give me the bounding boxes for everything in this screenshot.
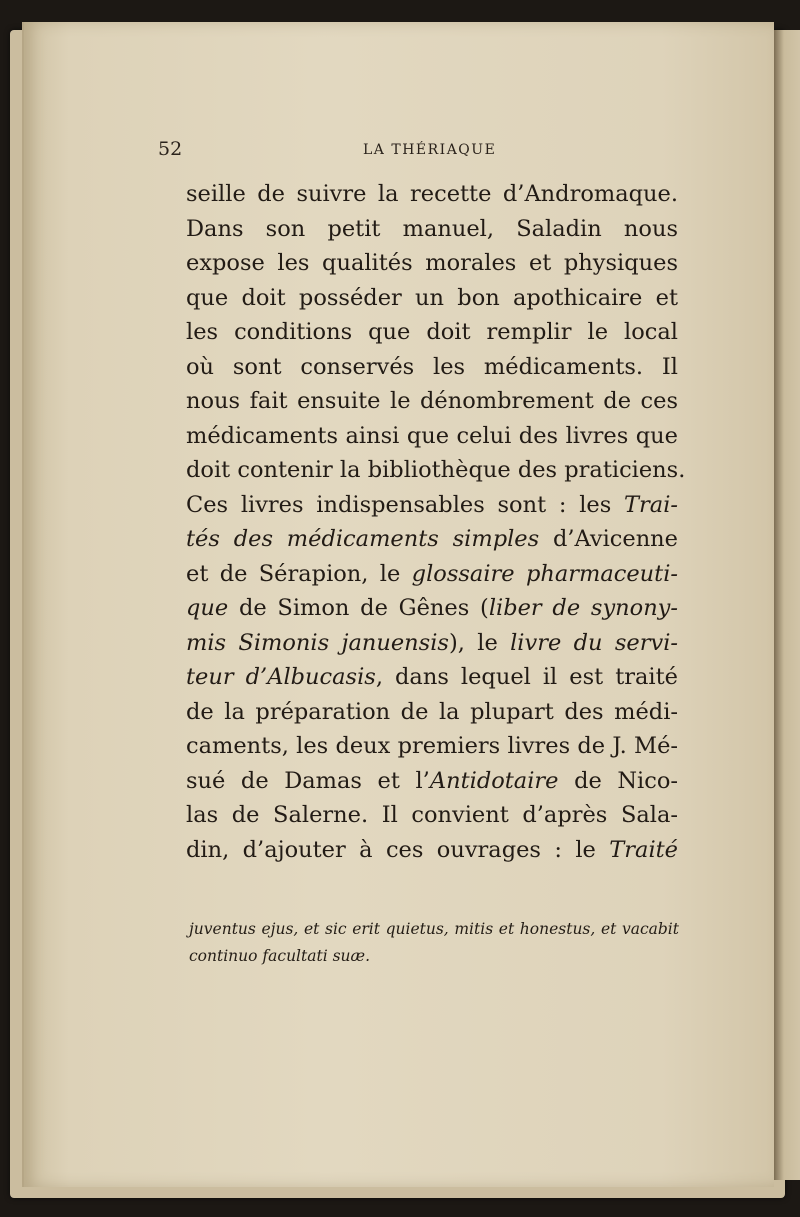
text-run: Ces livres indispensables sont : les [186,491,625,518]
text-run: que doit posséder un bon apothicaire et [186,284,678,311]
italic-run: glossaire pharmaceuti- [411,560,678,587]
italic-run: tés des médicaments simples [186,526,540,552]
footnote-line: continuo facultati suæ. [189,947,371,965]
text-run: nous fait ensuite le dénombrement de ces [186,388,678,414]
running-title: LA THÉRIAQUE [363,142,497,158]
text-line [186,729,678,764]
text-line [186,281,678,316]
text-run: sué de Damas et l’ [186,767,430,794]
text-run: doit contenir la bibliothèque des praticiens. [186,457,686,483]
text-line [186,557,678,592]
text-line [186,246,678,281]
facing-page-edge [772,30,800,1180]
italic-run: teur d’Albucasis [186,664,376,690]
text-line [186,522,678,557]
text-run: les conditions que doit remplir le local [186,319,678,345]
text-line [186,798,678,833]
text-line [186,764,678,799]
text-run: caments, les deux premiers livres de J. Mé- [186,733,678,759]
text-line [186,626,678,661]
text-run: de Nico- [558,767,679,794]
text-line [186,350,678,385]
text-line [186,591,678,626]
text-run: seille de suivre la recette d’Andromaque. [186,181,678,207]
text-run: las de Salerne. Il convient d’après Sala- [186,802,678,828]
text-line [186,660,678,695]
text-line [186,315,678,350]
italic-run: Trai- [624,491,678,518]
text-run: de Simon de Gênes ( [228,595,489,621]
text-line [186,419,678,454]
text-run: din, d’ajouter à ces ouvrages : le [186,836,610,863]
italic-run: Traité [609,836,678,863]
italic-run: Antidotaire [429,767,559,794]
page-number: 52 [158,138,183,160]
footnote-line: juventus ejus, et sic erit quietus, mitis et honestus, et vacabit [189,920,679,938]
body-text [186,177,686,867]
text-run: expose les qualités morales et physiques [186,250,678,276]
text-line [186,695,678,730]
text-run: de la préparation de la plupart des médi- [186,698,678,725]
text-run: Dans son petit manuel, Saladin nous [186,215,678,242]
text-run: où sont conservés les médicaments. Il [186,353,678,380]
italic-run: mis Simonis januensis [186,629,449,656]
text-line [186,488,678,523]
text-run: médicaments ainsi que celui des livres que [186,422,678,449]
page-header [158,124,678,160]
text-run: d’Avicenne [539,526,678,552]
text-line [186,212,678,247]
text-line [186,384,678,419]
text-line [186,833,678,868]
footnote [189,916,679,970]
italic-run: que [186,595,229,621]
text-run: ), le [448,629,511,656]
italic-run: liber de synony- [488,595,678,621]
text-line [186,453,686,488]
text-run: , dans lequel il est traité [375,664,678,690]
text-run: et de Sérapion, le [186,560,412,587]
text-line [186,177,678,212]
italic-run: livre du servi- [510,629,678,656]
